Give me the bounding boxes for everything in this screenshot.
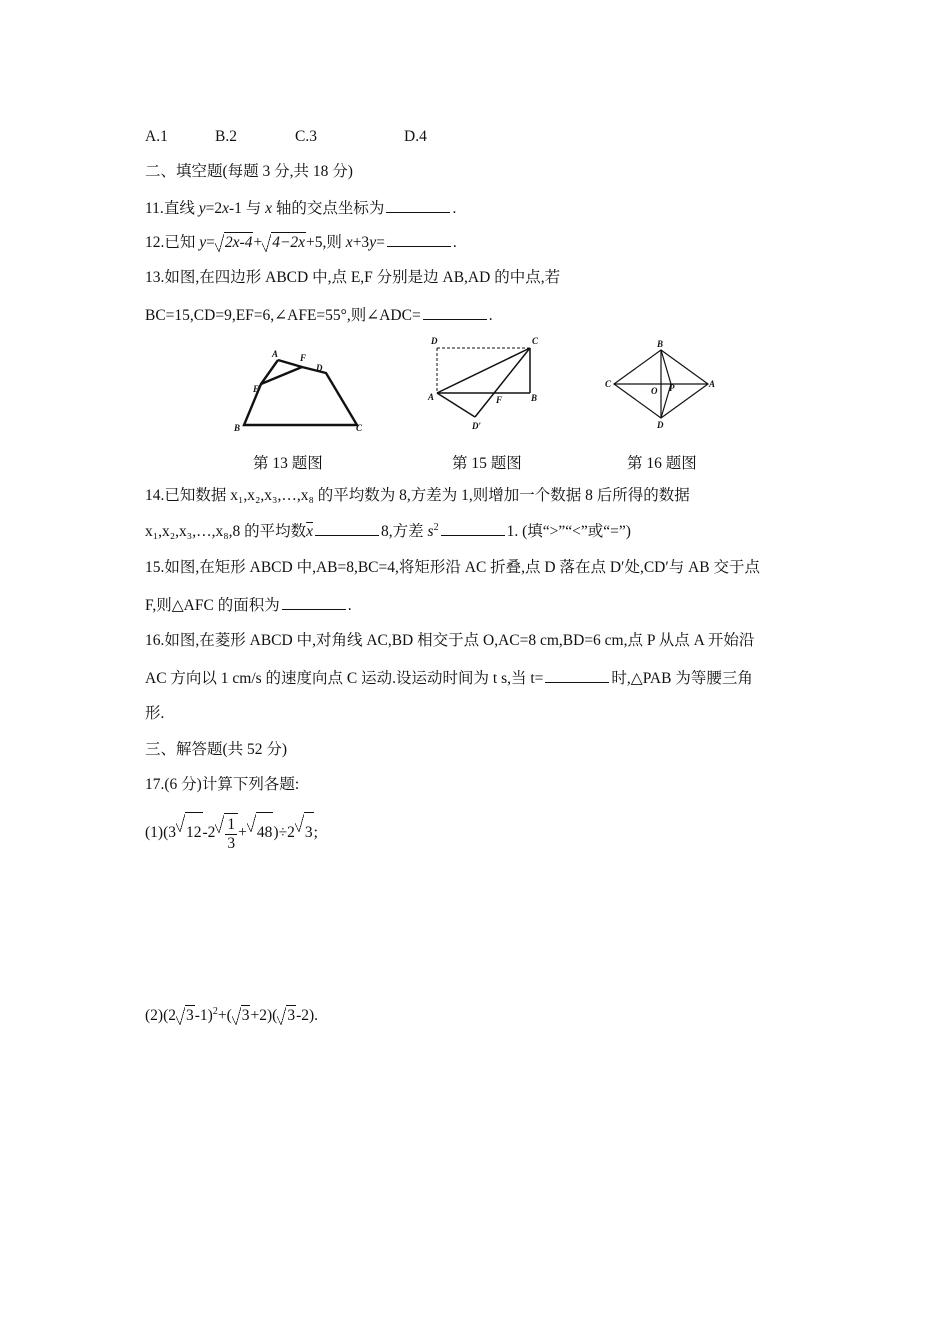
label-f: F	[496, 395, 503, 405]
figure-13-quadrilateral	[232, 345, 372, 440]
label-a: A	[428, 392, 435, 402]
question-14-line-1: 14.已知数据 x₁,x₂,x₃,…,x₈ 的平均数为 8,方差为 1,则增加一个数据 8 后所得的数据	[145, 487, 690, 504]
sqrt-term: 3	[176, 1005, 195, 1026]
sqrt-term: 48	[247, 812, 274, 853]
section-heading-fill-blank: 二、填空题(每题 3 分,共 18 分)	[145, 163, 353, 180]
label-d: D	[431, 336, 438, 346]
sqrt-term: 3	[232, 1005, 251, 1026]
caption-figure-16: 第 16 题图	[627, 455, 697, 472]
label-b: B	[234, 423, 241, 433]
label-b: B	[657, 339, 664, 349]
label-a: A	[272, 349, 279, 359]
question-15-line-2: F,则△AFC 的面积为 .	[145, 597, 352, 614]
answer-blank[interactable]	[282, 595, 346, 610]
option-b: B.2	[215, 128, 237, 145]
question-16-line-3: 形.	[145, 705, 165, 722]
label-f: F	[300, 353, 307, 363]
question-15-line-1: 15.如图,在矩形 ABCD 中,AB=8,BC=4,将矩形沿 AC 折叠,点 D 落在点 D′处,CD′与 AB 交于点	[145, 559, 761, 576]
sqrt-term: 3	[277, 1005, 296, 1026]
answer-blank[interactable]	[441, 521, 505, 536]
label-b: B	[531, 393, 538, 403]
question-17-part-1: (1)(3 12-2 $\frac{1}{3}$ + 48)÷2 3;	[145, 812, 318, 854]
question-11: 11.直线 y=2x-1 与 x 轴的交点坐标为 .	[145, 200, 457, 217]
figure-16-rhombus	[603, 340, 723, 430]
option-d: D.4	[404, 128, 427, 145]
caption-figure-15: 第 15 题图	[452, 455, 522, 472]
label-c: C	[605, 379, 612, 389]
section-heading-solve: 三、解答题(共 52 分)	[145, 741, 288, 758]
option-a: A.1	[145, 128, 168, 145]
answer-blank[interactable]	[386, 198, 450, 213]
question-13-line-2: BC=15,CD=9,EF=6,∠AFE=55°,则∠ADC= .	[145, 307, 493, 324]
question-17-title: 17.(6 分)计算下列各题:	[145, 776, 300, 793]
question-14-line-2: x₁,x₂,x₃,…,x₈,8 的平均数$\overline{x}$ 8,方差 $s^2$ 1. (填“>”“<”或“=”)	[145, 522, 631, 540]
label-c: C	[532, 336, 539, 346]
question-12: 12.已知 y= 2x-4+ 4−2x+5,则 x+3y= .	[145, 234, 457, 251]
option-c: C.3	[295, 128, 317, 145]
label-a: A	[709, 379, 716, 389]
label-d: D	[657, 420, 664, 430]
label-o: O	[651, 386, 658, 396]
label-d: D	[316, 363, 323, 373]
question-16-line-1: 16.如图,在菱形 ABCD 中,对角线 AC,BD 相交于点 O,AC=8 cm,BD=6 cm,点 P 从点 A 开始沿	[145, 632, 755, 649]
figure-15-folded-rectangle	[428, 333, 548, 433]
answer-blank[interactable]	[423, 305, 487, 320]
label-p: P	[669, 383, 675, 393]
caption-figure-13: 第 13 题图	[253, 455, 323, 472]
answer-blank[interactable]	[315, 521, 379, 536]
sqrt-term: 3	[295, 812, 314, 853]
label-e: E	[253, 384, 260, 394]
question-13-line-1: 13.如图,在四边形 ABCD 中,点 E,F 分别是边 AB,AD 的中点,若	[145, 269, 561, 286]
label-d-prime: D′	[472, 421, 482, 431]
sqrt-term: 12	[176, 812, 203, 853]
sqrt-fraction: $\frac{1}{3}$	[215, 813, 238, 854]
answer-blank[interactable]	[545, 668, 609, 683]
sqrt-term: 4−2x	[262, 232, 306, 253]
answer-blank[interactable]	[387, 232, 451, 247]
label-c: C	[356, 423, 363, 433]
question-16-line-2: AC 方向以 1 cm/s 的速度向点 C 运动.设运动时间为 t s,当 t= 时,△PAB 为等腰三角	[145, 670, 753, 687]
sqrt-term: 2x-4	[215, 232, 254, 253]
question-17-part-2: (2)(2 3-1)$^2$+( 3+2)( 3-2).	[145, 1006, 319, 1024]
